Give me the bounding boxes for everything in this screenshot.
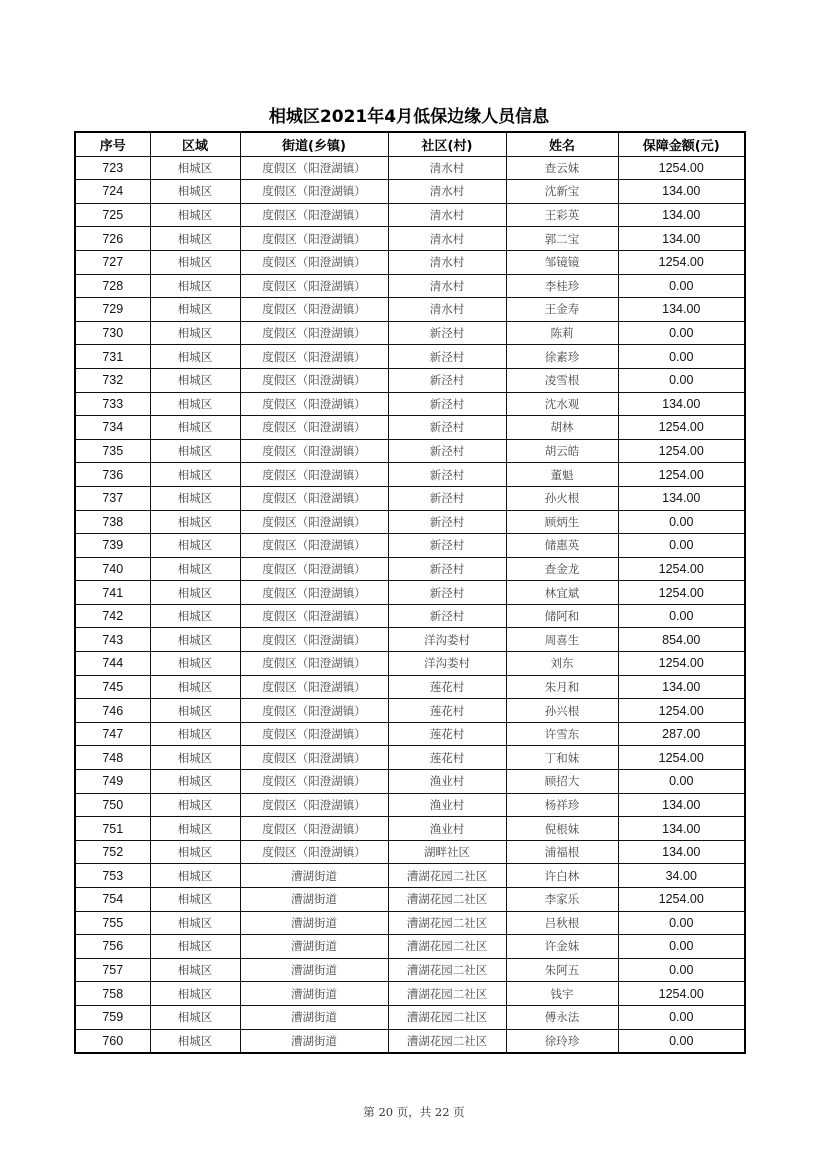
cell-district: 相城区 [150,486,240,510]
cell-community: 新泾村 [388,416,506,440]
cell-amount: 1254.00 [618,156,745,180]
cell-district: 相城区 [150,250,240,274]
table-row [75,392,745,416]
cell-name: 王金寿 [506,298,618,322]
cell-index: 756 [75,935,150,959]
cell-community: 新泾村 [388,486,506,510]
cell-community: 新泾村 [388,581,506,605]
cell-amount: 0.00 [618,345,745,369]
cell-name: 周喜生 [506,628,618,652]
cell-name: 林宜斌 [506,581,618,605]
cell-community: 莲花村 [388,746,506,770]
cell-community: 漕湖花园二社区 [388,888,506,912]
table-row [75,722,745,746]
table-row [75,982,745,1006]
table-row [75,486,745,510]
cell-name: 孙兴根 [506,699,618,723]
cell-index: 758 [75,982,150,1006]
cell-district: 相城区 [150,604,240,628]
cell-street: 度假区（阳澄湖镇） [240,581,388,605]
table-row [75,298,745,322]
cell-index: 747 [75,722,150,746]
table-row [75,770,745,794]
cell-amount: 287.00 [618,722,745,746]
cell-street: 漕湖街道 [240,888,388,912]
cell-district: 相城区 [150,368,240,392]
cell-district: 相城区 [150,1005,240,1029]
table-row [75,958,745,982]
cell-community: 漕湖花园二社区 [388,1029,506,1053]
cell-name: 许雪东 [506,722,618,746]
cell-community: 清水村 [388,227,506,251]
cell-index: 751 [75,817,150,841]
cell-index: 755 [75,911,150,935]
cell-index: 745 [75,675,150,699]
cell-index: 730 [75,321,150,345]
header-amount: 保障金额(元) [618,132,745,156]
table-row [75,793,745,817]
cell-street: 度假区（阳澄湖镇） [240,274,388,298]
cell-index: 749 [75,770,150,794]
cell-street: 度假区（阳澄湖镇） [240,722,388,746]
cell-index: 728 [75,274,150,298]
cell-name: 查云妹 [506,156,618,180]
table-row [75,628,745,652]
cell-amount: 134.00 [618,675,745,699]
cell-index: 726 [75,227,150,251]
table-row [75,911,745,935]
cell-community: 漕湖花园二社区 [388,864,506,888]
cell-amount: 0.00 [618,770,745,794]
cell-index: 744 [75,652,150,676]
cell-street: 漕湖街道 [240,982,388,1006]
cell-amount: 0.00 [618,1005,745,1029]
cell-district: 相城区 [150,675,240,699]
cell-amount: 134.00 [618,486,745,510]
cell-street: 度假区（阳澄湖镇） [240,793,388,817]
cell-name: 凌雪根 [506,368,618,392]
cell-amount: 1254.00 [618,888,745,912]
cell-community: 新泾村 [388,510,506,534]
header-community: 社区(村) [388,132,506,156]
cell-district: 相城区 [150,982,240,1006]
cell-district: 相城区 [150,699,240,723]
cell-district: 相城区 [150,180,240,204]
cell-name: 邹镜镜 [506,250,618,274]
cell-amount: 134.00 [618,180,745,204]
cell-community: 新泾村 [388,463,506,487]
cell-amount: 0.00 [618,958,745,982]
cell-name: 胡林 [506,416,618,440]
cell-index: 737 [75,486,150,510]
cell-amount: 34.00 [618,864,745,888]
table-body [75,156,745,1053]
cell-street: 度假区（阳澄湖镇） [240,321,388,345]
cell-name: 傅永法 [506,1005,618,1029]
cell-name: 沈新宝 [506,180,618,204]
cell-name: 李桂珍 [506,274,618,298]
cell-name: 查金龙 [506,557,618,581]
cell-amount: 1254.00 [618,982,745,1006]
cell-name: 吕秋根 [506,911,618,935]
cell-community: 莲花村 [388,699,506,723]
cell-index: 757 [75,958,150,982]
cell-amount: 0.00 [618,935,745,959]
cell-district: 相城区 [150,557,240,581]
table-row [75,557,745,581]
cell-name: 储阿和 [506,604,618,628]
cell-street: 度假区（阳澄湖镇） [240,180,388,204]
table-header-row [75,132,745,156]
cell-district: 相城区 [150,840,240,864]
cell-name: 朱月和 [506,675,618,699]
cell-amount: 854.00 [618,628,745,652]
cell-community: 莲花村 [388,722,506,746]
table-row [75,368,745,392]
cell-name: 储惠英 [506,534,618,558]
table-row [75,1005,745,1029]
cell-street: 度假区（阳澄湖镇） [240,392,388,416]
table-row [75,1029,745,1053]
cell-street: 度假区（阳澄湖镇） [240,557,388,581]
cell-district: 相城区 [150,935,240,959]
cell-district: 相城区 [150,793,240,817]
cell-street: 度假区（阳澄湖镇） [240,770,388,794]
cell-index: 743 [75,628,150,652]
cell-community: 莲花村 [388,675,506,699]
cell-street: 度假区（阳澄湖镇） [240,628,388,652]
table-row [75,652,745,676]
cell-index: 732 [75,368,150,392]
cell-index: 734 [75,416,150,440]
table-row [75,345,745,369]
cell-name: 顾招大 [506,770,618,794]
cell-amount: 0.00 [618,604,745,628]
cell-amount: 134.00 [618,298,745,322]
table-row [75,935,745,959]
cell-amount: 134.00 [618,817,745,841]
cell-amount: 1254.00 [618,250,745,274]
cell-street: 度假区（阳澄湖镇） [240,368,388,392]
cell-index: 748 [75,746,150,770]
table-row [75,416,745,440]
cell-district: 相城区 [150,227,240,251]
cell-street: 度假区（阳澄湖镇） [240,510,388,534]
cell-amount: 1254.00 [618,416,745,440]
cell-district: 相城区 [150,439,240,463]
cell-index: 750 [75,793,150,817]
table-row [75,180,745,204]
cell-name: 沈水观 [506,392,618,416]
cell-district: 相城区 [150,652,240,676]
table-row [75,274,745,298]
cell-street: 度假区（阳澄湖镇） [240,156,388,180]
cell-street: 度假区（阳澄湖镇） [240,345,388,369]
cell-community: 清水村 [388,203,506,227]
cell-amount: 1254.00 [618,699,745,723]
table-row [75,864,745,888]
cell-street: 漕湖街道 [240,864,388,888]
cell-district: 相城区 [150,534,240,558]
table-row [75,463,745,487]
table-row [75,510,745,534]
cell-name: 郭二宝 [506,227,618,251]
cell-community: 新泾村 [388,321,506,345]
cell-district: 相城区 [150,770,240,794]
cell-street: 度假区（阳澄湖镇） [240,652,388,676]
cell-community: 漕湖花园二社区 [388,982,506,1006]
cell-district: 相城区 [150,1029,240,1053]
cell-street: 度假区（阳澄湖镇） [240,817,388,841]
table-row [75,250,745,274]
cell-district: 相城区 [150,722,240,746]
cell-community: 新泾村 [388,534,506,558]
cell-amount: 1254.00 [618,557,745,581]
cell-amount: 134.00 [618,227,745,251]
cell-street: 度假区（阳澄湖镇） [240,439,388,463]
cell-street: 度假区（阳澄湖镇） [240,298,388,322]
cell-name: 李家乐 [506,888,618,912]
cell-index: 746 [75,699,150,723]
cell-street: 漕湖街道 [240,911,388,935]
cell-community: 洋沟娄村 [388,628,506,652]
cell-index: 760 [75,1029,150,1053]
cell-district: 相城区 [150,392,240,416]
cell-community: 新泾村 [388,345,506,369]
cell-community: 漕湖花园二社区 [388,1005,506,1029]
cell-index: 752 [75,840,150,864]
cell-name: 朱阿五 [506,958,618,982]
cell-community: 新泾村 [388,604,506,628]
cell-amount: 1254.00 [618,463,745,487]
cell-district: 相城区 [150,888,240,912]
cell-index: 753 [75,864,150,888]
cell-community: 新泾村 [388,557,506,581]
cell-community: 渔业村 [388,770,506,794]
cell-street: 度假区（阳澄湖镇） [240,416,388,440]
cell-street: 度假区（阳澄湖镇） [240,604,388,628]
cell-district: 相城区 [150,817,240,841]
table-row [75,203,745,227]
cell-amount: 0.00 [618,510,745,534]
cell-district: 相城区 [150,510,240,534]
table-row [75,604,745,628]
header-name: 姓名 [506,132,618,156]
cell-street: 度假区（阳澄湖镇） [240,699,388,723]
header-index: 序号 [75,132,150,156]
cell-street: 度假区（阳澄湖镇） [240,675,388,699]
cell-district: 相城区 [150,581,240,605]
recipients-table [74,131,746,1054]
cell-street: 度假区（阳澄湖镇） [240,534,388,558]
cell-index: 736 [75,463,150,487]
table-row [75,817,745,841]
cell-index: 723 [75,156,150,180]
cell-amount: 1254.00 [618,581,745,605]
table-row [75,321,745,345]
cell-district: 相城区 [150,911,240,935]
cell-index: 759 [75,1005,150,1029]
cell-amount: 0.00 [618,1029,745,1053]
cell-street: 度假区（阳澄湖镇） [240,463,388,487]
cell-district: 相城区 [150,864,240,888]
table-row [75,156,745,180]
cell-community: 渔业村 [388,793,506,817]
table-row [75,534,745,558]
cell-community: 清水村 [388,298,506,322]
cell-community: 洋沟娄村 [388,652,506,676]
cell-street: 度假区（阳澄湖镇） [240,250,388,274]
cell-district: 相城区 [150,274,240,298]
cell-street: 漕湖街道 [240,935,388,959]
cell-community: 渔业村 [388,817,506,841]
cell-amount: 0.00 [618,911,745,935]
cell-index: 729 [75,298,150,322]
cell-index: 741 [75,581,150,605]
cell-name: 倪根妹 [506,817,618,841]
cell-community: 新泾村 [388,368,506,392]
cell-street: 度假区（阳澄湖镇） [240,203,388,227]
cell-name: 孙火根 [506,486,618,510]
table-row [75,581,745,605]
cell-street: 漕湖街道 [240,958,388,982]
table-row [75,840,745,864]
cell-community: 漕湖花园二社区 [388,935,506,959]
cell-index: 754 [75,888,150,912]
cell-amount: 134.00 [618,793,745,817]
cell-index: 724 [75,180,150,204]
cell-name: 徐素珍 [506,345,618,369]
cell-name: 刘东 [506,652,618,676]
cell-name: 杨祥珍 [506,793,618,817]
cell-district: 相城区 [150,203,240,227]
cell-street: 度假区（阳澄湖镇） [240,486,388,510]
cell-name: 顾炳生 [506,510,618,534]
cell-district: 相城区 [150,746,240,770]
cell-name: 浦福根 [506,840,618,864]
table-row [75,675,745,699]
cell-community: 新泾村 [388,392,506,416]
cell-index: 733 [75,392,150,416]
table-row [75,888,745,912]
cell-name: 许金妹 [506,935,618,959]
cell-amount: 0.00 [618,534,745,558]
cell-community: 漕湖花园二社区 [388,958,506,982]
cell-street: 度假区（阳澄湖镇） [240,227,388,251]
table-row [75,699,745,723]
cell-name: 许白林 [506,864,618,888]
cell-street: 漕湖街道 [240,1029,388,1053]
cell-district: 相城区 [150,345,240,369]
cell-amount: 0.00 [618,368,745,392]
cell-name: 董魁 [506,463,618,487]
cell-district: 相城区 [150,156,240,180]
cell-amount: 134.00 [618,392,745,416]
cell-index: 727 [75,250,150,274]
cell-community: 湖畔社区 [388,840,506,864]
cell-index: 738 [75,510,150,534]
cell-community: 漕湖花园二社区 [388,911,506,935]
cell-amount: 1254.00 [618,652,745,676]
cell-amount: 0.00 [618,321,745,345]
cell-street: 度假区（阳澄湖镇） [240,840,388,864]
cell-street: 漕湖街道 [240,1005,388,1029]
cell-community: 清水村 [388,274,506,298]
cell-name: 钱宇 [506,982,618,1006]
cell-district: 相城区 [150,628,240,652]
table-row [75,746,745,770]
header-street: 街道(乡镇) [240,132,388,156]
page-number-footer: 第 20 页，共 22 页 [363,1105,465,1119]
cell-index: 725 [75,203,150,227]
document-title: 相城区2021年4月低保边缘人员信息 [268,107,550,127]
table-row [75,227,745,251]
cell-community: 清水村 [388,180,506,204]
cell-street: 度假区（阳澄湖镇） [240,746,388,770]
cell-name: 徐玲珍 [506,1029,618,1053]
cell-community: 清水村 [388,250,506,274]
cell-index: 739 [75,534,150,558]
cell-name: 丁和妹 [506,746,618,770]
cell-index: 740 [75,557,150,581]
cell-district: 相城区 [150,416,240,440]
cell-amount: 134.00 [618,840,745,864]
cell-district: 相城区 [150,958,240,982]
cell-community: 新泾村 [388,439,506,463]
header-district: 区域 [150,132,240,156]
cell-name: 王彩英 [506,203,618,227]
cell-amount: 0.00 [618,274,745,298]
cell-index: 731 [75,345,150,369]
cell-amount: 1254.00 [618,439,745,463]
cell-index: 735 [75,439,150,463]
cell-amount: 134.00 [618,203,745,227]
cell-district: 相城区 [150,321,240,345]
cell-amount: 1254.00 [618,746,745,770]
cell-index: 742 [75,604,150,628]
cell-community: 清水村 [388,156,506,180]
cell-name: 胡云皓 [506,439,618,463]
cell-district: 相城区 [150,463,240,487]
cell-name: 陈莉 [506,321,618,345]
table-row [75,439,745,463]
cell-district: 相城区 [150,298,240,322]
